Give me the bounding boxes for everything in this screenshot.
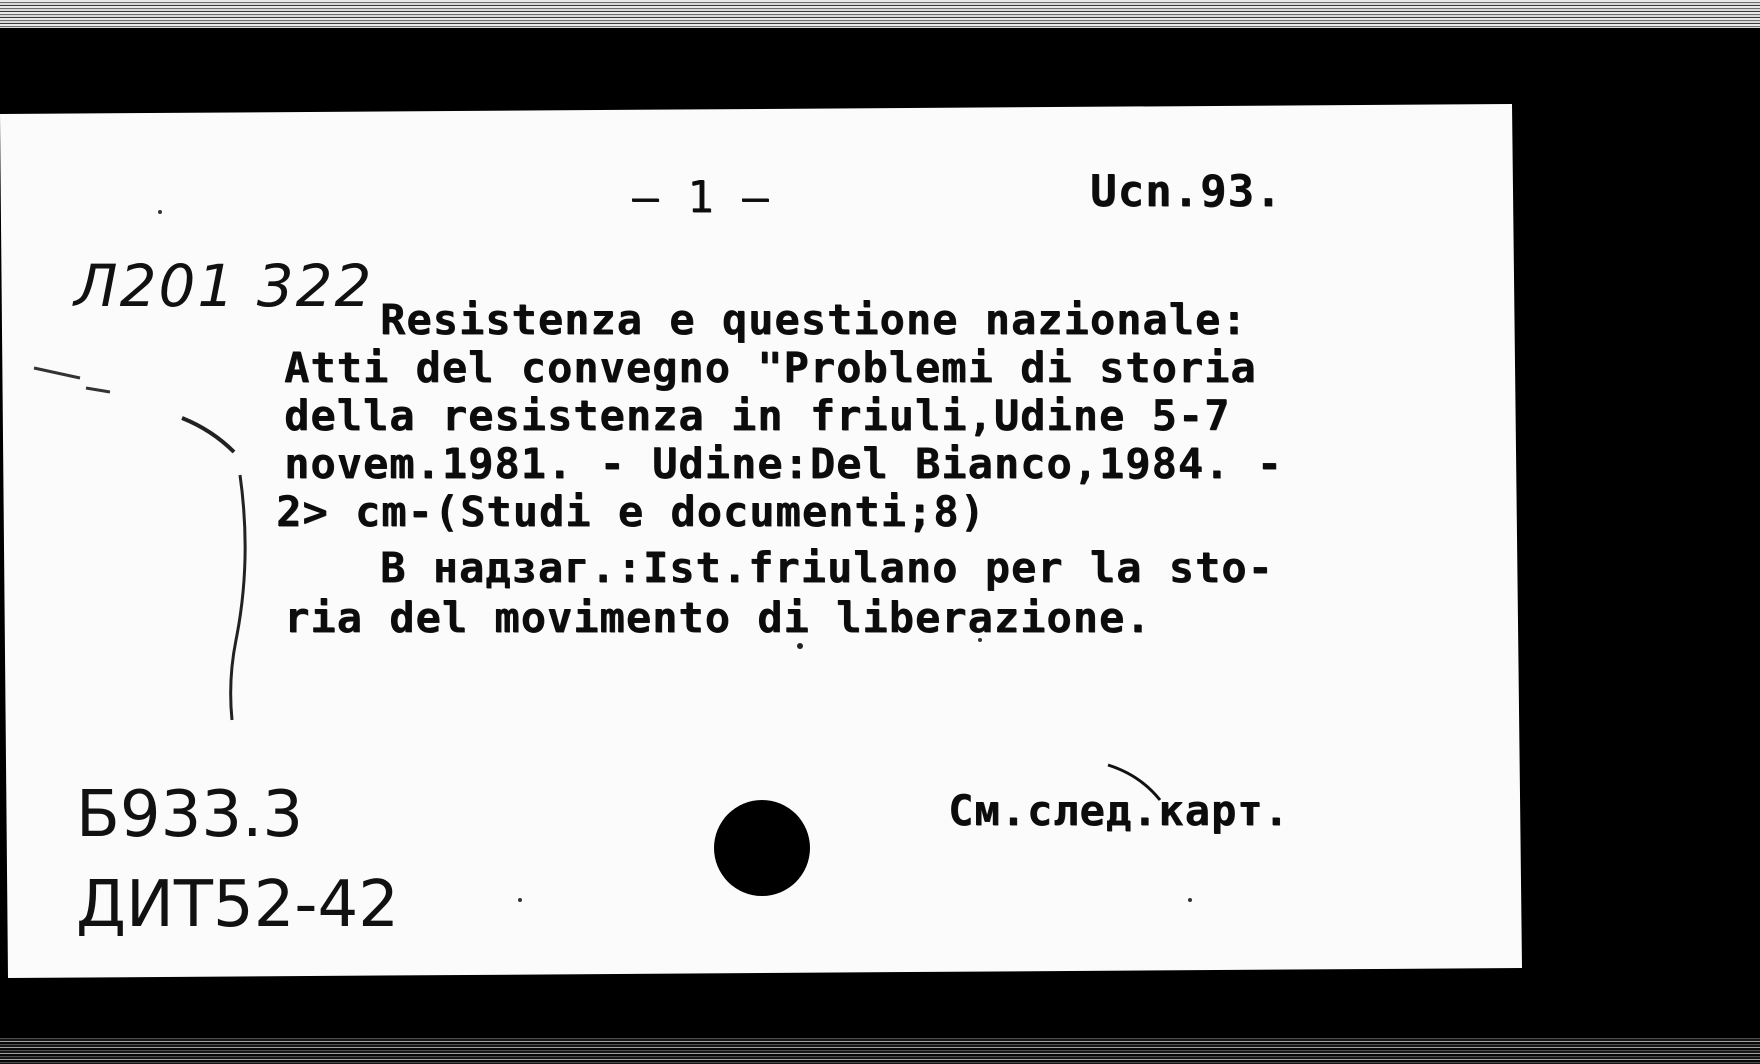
- arrow-mark: [182, 418, 234, 452]
- speck: [158, 210, 162, 214]
- shelf-mark-handwritten: Л201 322: [74, 252, 374, 320]
- entry-line: 2> cm-(Studi e documenti;8): [276, 487, 986, 536]
- speck: [518, 898, 522, 902]
- call-number-primary: Б933.3: [76, 778, 304, 852]
- entry-line: novem.1981. - Udine:Del Bianco,1984. -: [284, 439, 1283, 488]
- entry-line: B надзаг.:Ist.friulano per la sto-: [380, 543, 1274, 592]
- entry-line: Resistenza e questione nazionale:: [380, 295, 1248, 344]
- speck: [797, 643, 803, 649]
- punch-hole: [714, 800, 810, 896]
- entry-line: ria del movimento di liberazione.: [284, 593, 1152, 642]
- call-number-secondary: ДИТ52-42: [76, 868, 399, 942]
- inventory-mark: Ucn.93.: [1090, 166, 1283, 217]
- pencil-stroke-left: [231, 475, 245, 720]
- speck: [1188, 898, 1192, 902]
- entry-line: Atti del convegno "Problemi di storia: [284, 343, 1257, 392]
- continuation-note: См.след.карт.: [948, 786, 1290, 835]
- card-page-number: — 1 —: [632, 172, 770, 223]
- dash-mark: [34, 368, 110, 392]
- entry-line: della resistenza in friuli,Udine 5-7: [284, 391, 1231, 440]
